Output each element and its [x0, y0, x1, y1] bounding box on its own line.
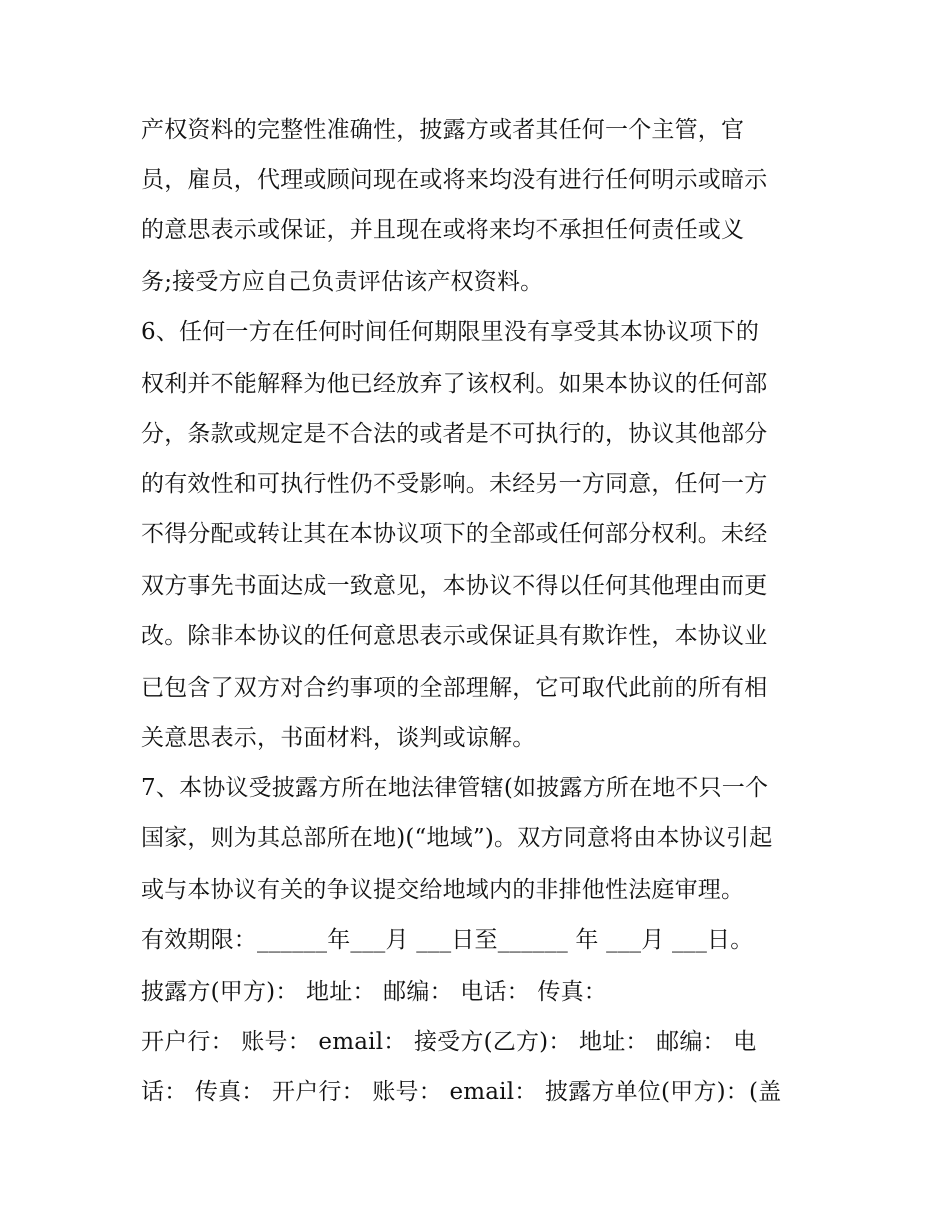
text-line: 务;接受方应自己负责评估该产权资料。 [141, 269, 544, 295]
text-line: 国家，则为其总部所在地)(“地域”)。双方同意将由本协议引起 [141, 825, 773, 851]
text-line: 开户行： 账号： email： 接受方(乙方)： 地址： 邮编： 电 [141, 1029, 757, 1055]
text-line: 或与本协议有关的争议提交给地域内的非排他性法庭审理。 [141, 877, 745, 903]
text-line: 员，雇员，代理或顾问现在或将来均没有进行任何明示或暗示 [141, 167, 768, 193]
text-line: 不得分配或转让其在本协议项下的全部或任何部分权利。未经 [141, 521, 768, 547]
text-line: 改。除非本协议的任何意思表示或保证具有欺诈性，本协议业 [141, 623, 768, 649]
text-line: 披露方(甲方)： 地址： 邮编： 电话： 传真： [141, 979, 607, 1005]
text-line: 的有效性和可执行性仍不受影响。未经另一方同意，任何一方 [141, 471, 768, 497]
text-line: 权利并不能解释为他已经放弃了该权利。如果本协议的任何部 [141, 371, 768, 397]
text-line: 的意思表示或保证，并且现在或将来均不承担任何责任或义 [141, 217, 745, 243]
text-line: 有效期限：______年___月 ___日至______ 年 ___月 ___日。 [141, 927, 754, 953]
text-line: 话： 传真： 开户行： 账号： email： 披露方单位(甲方)：(盖 [141, 1079, 782, 1105]
text-line: 已包含了双方对合约事项的全部理解，它可取代此前的所有相 [141, 675, 768, 701]
text-line: 6、任何一方在任何时间任何期限里没有享受其本协议项下的 [141, 319, 760, 345]
text-line: 关意思表示，书面材料，谈判或谅解。 [141, 725, 536, 751]
text-line: 双方事先书面达成一致意见，本协议不得以任何其他理由而更 [141, 573, 768, 599]
text-line: 产权资料的完整性准确性，披露方或者其任何一个主管，官 [141, 117, 745, 143]
text-line: 7、本协议受披露方所在地法律管辖(如披露方所在地不只一个 [141, 775, 769, 801]
text-line: 分，条款或规定是不合法的或者是不可执行的，协议其他部分 [141, 421, 768, 447]
